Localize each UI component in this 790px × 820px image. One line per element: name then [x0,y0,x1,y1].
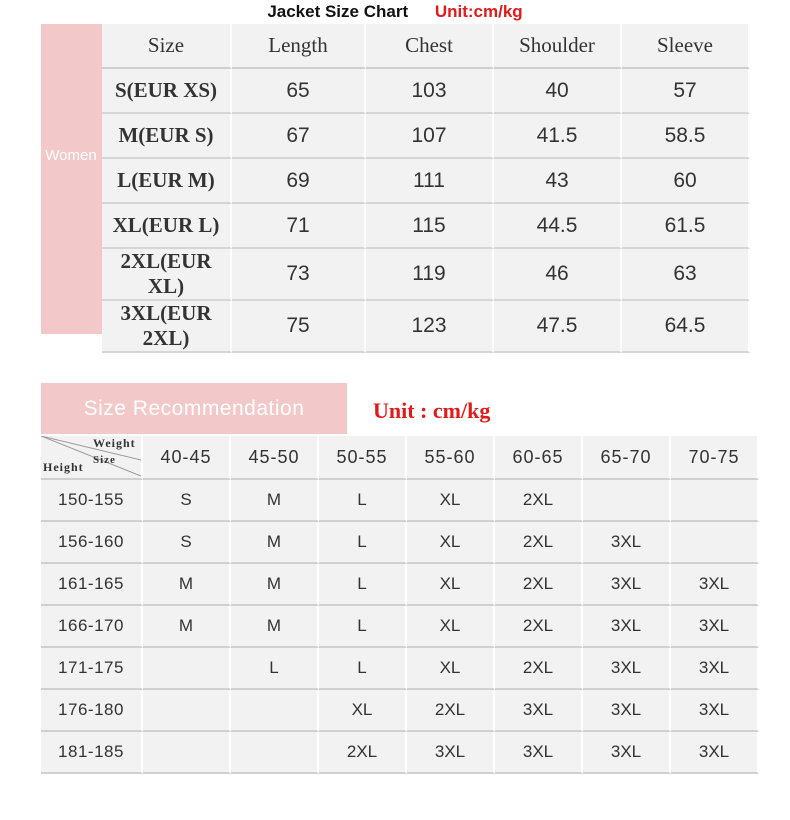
table-row [41,564,759,606]
size-cell: 3XL [583,522,671,564]
size-cell: 3XL [671,732,759,774]
recommendation-title: Size Recommendation [83,397,305,420]
shoulder-cell: 47.5 [494,301,622,353]
page-title [0,2,790,22]
size-cell: M [231,564,319,606]
height-cell: 161-165 [41,564,143,606]
weight-header: 55-60 [407,436,495,480]
table-row [102,301,750,353]
size-cell: 3XL [583,606,671,648]
size-cell [671,522,759,564]
size-cell: 2XL [495,480,583,522]
chart-title: Jacket Size Chart [267,2,409,21]
recommendation-table [41,436,759,774]
size-cell: M [143,564,231,606]
size-cell: XL [319,690,407,732]
size-cell: 2XL(EUR XL) [102,249,232,301]
size-cell: L [319,522,407,564]
table-row [102,69,750,114]
weight-header: 65-70 [583,436,671,480]
height-cell: 181-185 [41,732,143,774]
size-cell: 3XL [671,606,759,648]
shoulder-cell: 40 [494,69,622,114]
size-cell: S(EUR XS) [102,69,232,114]
corner-cell [41,436,143,480]
size-cell: L [319,606,407,648]
size-cell: XL [407,480,495,522]
size-cell: M [231,480,319,522]
table-row [41,480,759,522]
size-cell: 2XL [407,690,495,732]
shoulder-cell: 43 [494,159,622,204]
size-cell: 3XL [583,690,671,732]
size-cell [583,480,671,522]
size-cell: 2XL [319,732,407,774]
chest-cell: 119 [366,249,494,301]
sleeve-cell: 63 [622,249,750,301]
size-cell: 2XL [495,564,583,606]
sleeve-cell: 57 [622,69,750,114]
women-band [41,24,102,334]
chart-unit: Unit:cm/kg [434,2,523,21]
size-cell [671,480,759,522]
height-cell: 166-170 [41,606,143,648]
shoulder-cell: 41.5 [494,114,622,159]
size-cell: 3XL(EUR 2XL) [102,301,232,353]
size-cell: XL [407,564,495,606]
header-shoulder: Shoulder [494,24,622,69]
chest-cell: 111 [366,159,494,204]
corner-weight-label: Weight [93,436,136,450]
length-cell: 65 [232,69,366,114]
header-length: Length [232,24,366,69]
size-cell: 3XL [671,564,759,606]
size-cell: XL [407,606,495,648]
chest-cell: 103 [366,69,494,114]
header-chest: Chest [366,24,494,69]
size-cell: 3XL [407,732,495,774]
table-row [102,204,750,249]
size-cell [231,690,319,732]
weight-header: 40-45 [143,436,231,480]
table-row [41,648,759,690]
height-cell: 176-180 [41,690,143,732]
weight-header: 60-65 [495,436,583,480]
height-cell: 171-175 [41,648,143,690]
size-cell [143,648,231,690]
sleeve-cell: 61.5 [622,204,750,249]
size-cell: XL(EUR L) [102,204,232,249]
size-chart-table [102,24,750,353]
size-cell: 3XL [583,564,671,606]
table-row [102,159,750,204]
sleeve-cell: 60 [622,159,750,204]
size-cell: 3XL [671,690,759,732]
size-cell: 3XL [583,732,671,774]
size-cell: L [319,648,407,690]
size-cell: L [231,648,319,690]
corner-height-label: Height [43,460,84,474]
chest-cell: 115 [366,204,494,249]
size-cell: 2XL [495,606,583,648]
sleeve-cell: 64.5 [622,301,750,353]
size-cell: 2XL [495,648,583,690]
size-cell [231,732,319,774]
chest-cell: 123 [366,301,494,353]
table-row [41,690,759,732]
height-cell: 150-155 [41,480,143,522]
shoulder-cell: 44.5 [494,204,622,249]
recommendation-unit: Unit : cm/kg [373,398,491,423]
recommendation-header [41,436,759,480]
table-row [41,522,759,564]
length-cell: 75 [232,301,366,353]
weight-header: 45-50 [231,436,319,480]
size-cell: XL [407,522,495,564]
shoulder-cell: 46 [494,249,622,301]
weight-header: 50-55 [319,436,407,480]
weight-header: 70-75 [671,436,759,480]
size-cell: M [231,522,319,564]
length-cell: 67 [232,114,366,159]
size-cell: 3XL [583,648,671,690]
table-row [102,114,750,159]
size-cell: S [143,522,231,564]
table-row [41,606,759,648]
size-chart-header [102,24,750,69]
length-cell: 71 [232,204,366,249]
women-label: Women [45,147,97,164]
sleeve-cell: 58.5 [622,114,750,159]
size-cell: L [319,564,407,606]
size-cell: 3XL [495,732,583,774]
length-cell: 69 [232,159,366,204]
size-cell: L [319,480,407,522]
header-sleeve: Sleeve [622,24,750,69]
height-cell: 156-160 [41,522,143,564]
size-cell: 3XL [495,690,583,732]
size-cell [143,732,231,774]
size-cell [143,690,231,732]
header-size: Size [102,24,232,69]
size-cell: M(EUR S) [102,114,232,159]
table-row [41,732,759,774]
size-cell: 2XL [495,522,583,564]
size-cell: M [231,606,319,648]
size-cell: 3XL [671,648,759,690]
chest-cell: 107 [366,114,494,159]
size-cell: S [143,480,231,522]
corner-size-label: Size [93,454,116,466]
size-cell: XL [407,648,495,690]
table-row [102,249,750,301]
size-cell: L(EUR M) [102,159,232,204]
size-cell: M [143,606,231,648]
length-cell: 73 [232,249,366,301]
